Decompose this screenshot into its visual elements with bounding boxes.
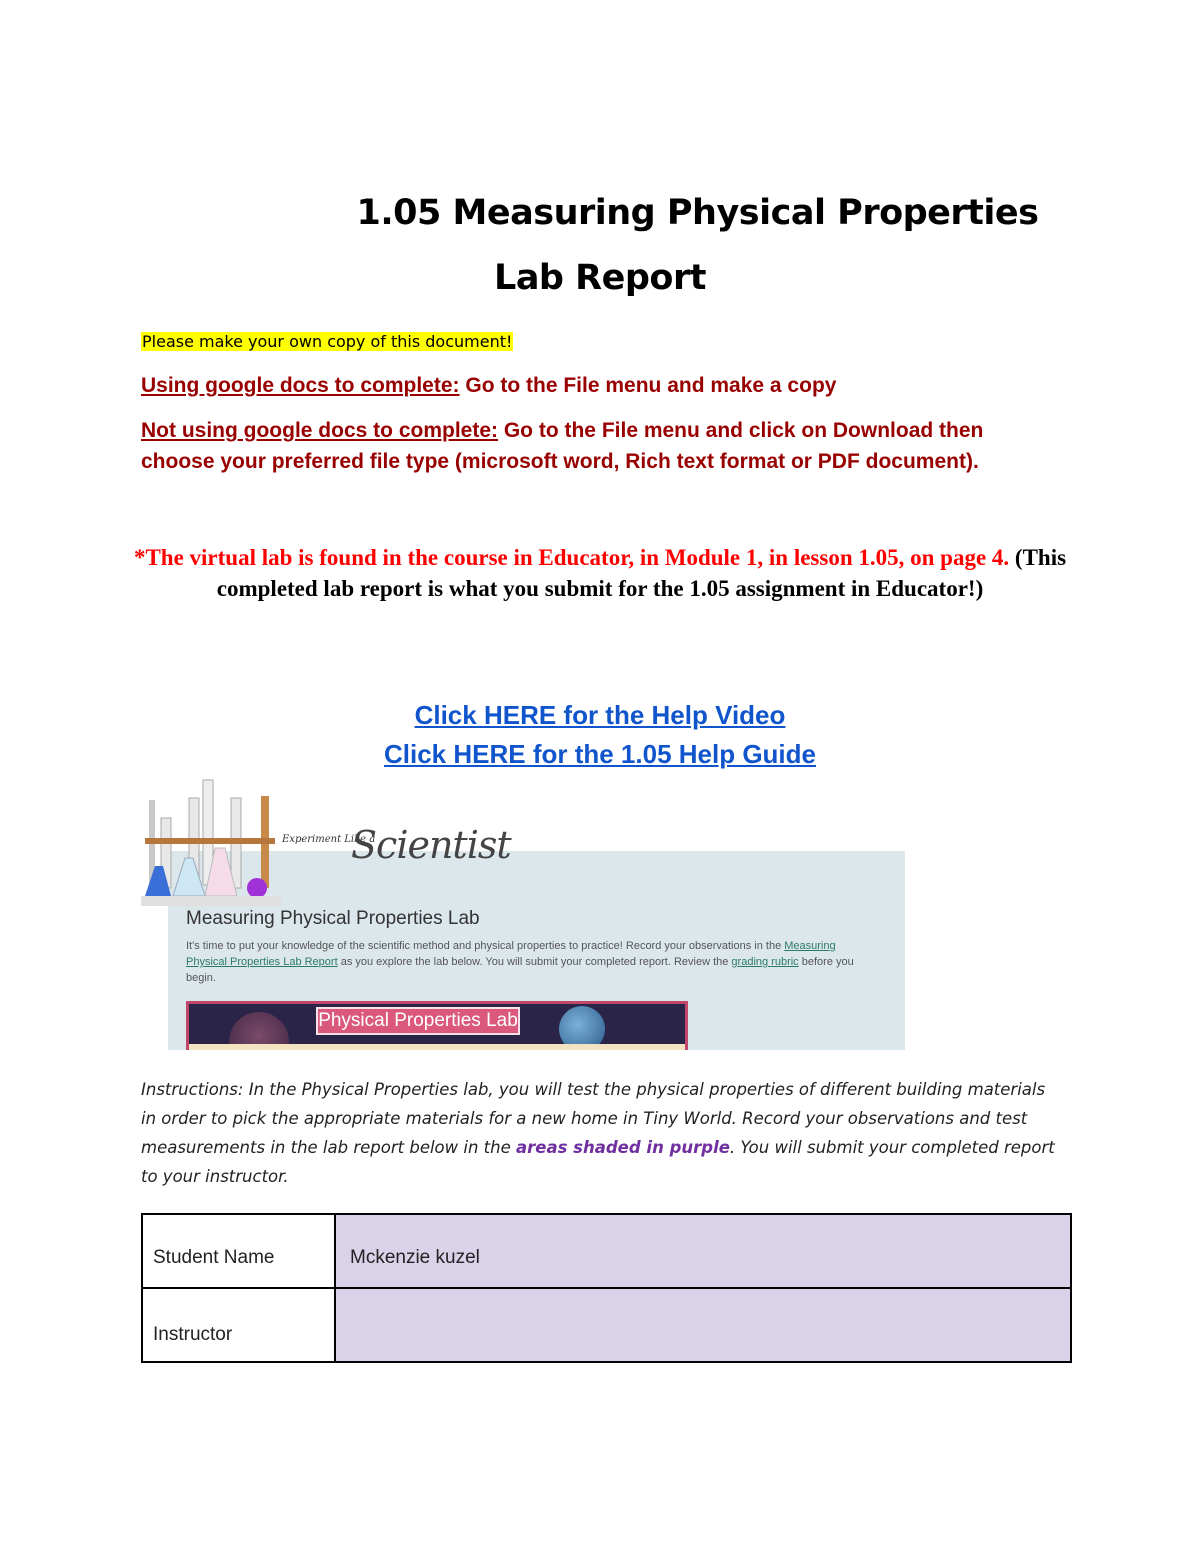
table-row (142, 1288, 1071, 1362)
physical-properties-lab-label: Physical Properties Lab (316, 1007, 520, 1035)
frame-bottom-bar (189, 1044, 685, 1050)
lab-banner-image (141, 778, 906, 1050)
page-subtitle: Lab Report (494, 258, 706, 298)
notice-red-text: *The virtual lab is found in the course in Educator, in Module 1, in lesson 1.05, on page 4. (133, 545, 1010, 570)
banner-rubric-link: grading rubric (731, 956, 799, 968)
banner-scientist-text: Scientist (351, 823, 511, 867)
help-video-link[interactable]: Click HERE for the Help Video (414, 700, 786, 730)
help-guide-link[interactable]: Click HERE for the 1.05 Help Guide (384, 739, 816, 769)
instructions-text-2: . You will submit your completed report to your instructor. (141, 1138, 1055, 1186)
lab-preview-frame (186, 1001, 688, 1050)
notice-black-text: (This completed lab report is what you submit for the 1.05 assignment in Educator!) (216, 545, 1067, 601)
instructions-text-1: Instructions: In the Physical Properties lab, you will test the physical properties of different building materials in order to pick the appropriate materials for a new home in Tiny World. Record your observations and test measurements in the lab report below in the (141, 1080, 1046, 1157)
banner-text-2: as you explore the lab below. You will submit your completed report. Review the (337, 956, 732, 968)
copy-note: Please make your own copy of this document! (142, 332, 513, 351)
virtual-lab-notice (130, 542, 1070, 604)
google-docs-text: Go to the File menu and make a copy (459, 374, 837, 397)
lab-glassware-icon (141, 778, 281, 906)
not-google-docs-label: Not using google docs to complete: (141, 419, 498, 442)
banner-text-1: It's time to put your knowledge of the scientific method and physical properties to practice! Record your observations in the (186, 940, 785, 952)
banner-report-link: Measuring Physical Properties Lab Report (186, 940, 836, 968)
google-docs-label: Using google docs to complete: (141, 374, 460, 397)
instructor-field[interactable] (335, 1288, 1071, 1362)
banner-text-3: before you begin. (186, 956, 854, 984)
instructor-label: Instructor (142, 1288, 335, 1362)
instructions-purple-text: areas shaded in purple (516, 1138, 730, 1157)
not-google-docs-text: Go to the File menu and click on Download then choose your preferred file type (microsoft word, Rich text format or PDF document). (141, 419, 984, 473)
google-docs-instruction (141, 370, 1061, 401)
student-name-label: Student Name (142, 1214, 335, 1288)
student-info-table (141, 1213, 1072, 1363)
instructions-paragraph (141, 1075, 1061, 1191)
banner-experiment-text: Experiment Like a (282, 834, 376, 845)
table-row (142, 1214, 1071, 1288)
not-google-docs-instruction (141, 415, 1061, 477)
banner-lab-heading: Measuring Physical Properties Lab (186, 908, 480, 929)
student-name-field[interactable]: Mckenzie kuzel (335, 1214, 1071, 1288)
banner-lab-text (186, 938, 876, 986)
page-title: 1.05 Measuring Physical Properties (356, 193, 1039, 233)
